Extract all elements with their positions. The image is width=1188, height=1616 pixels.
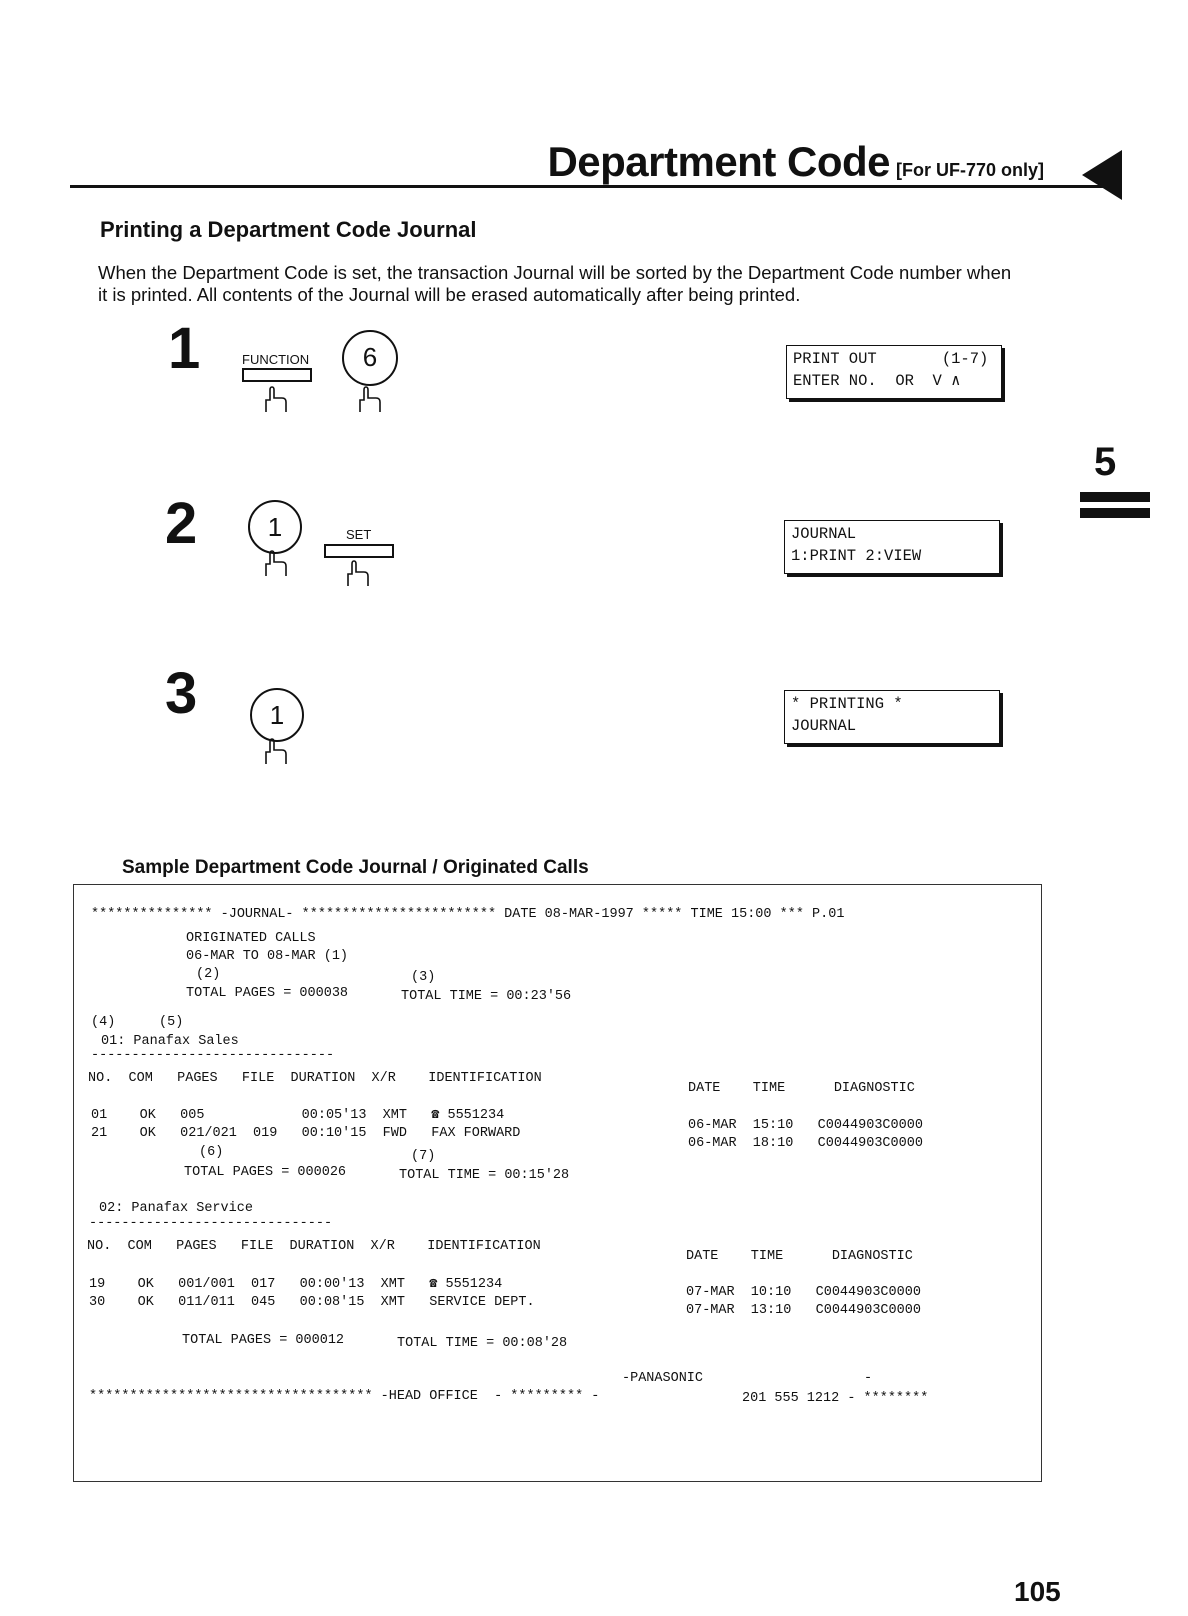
intro-line-2: it is printed. All contents of the Journal will be erased automatically after being printed.	[98, 284, 801, 305]
journal-sample	[73, 884, 1042, 1482]
journal-line: ------------------------------	[91, 1048, 335, 1063]
journal-line: 19 OK 001/001 017 00:00'13 XMT ☎ 5551234	[89, 1277, 503, 1292]
intro-line-1: When the Department Code is set, the transaction Journal will be sorted by the Department Code number when	[98, 262, 1012, 283]
journal-line: 01 OK 005 00:05'13 XMT ☎ 5551234	[91, 1108, 505, 1123]
journal-line: ORIGINATED CALLS	[186, 931, 316, 946]
journal-line: (2)	[196, 967, 221, 982]
journal-footer-line: *********************************** -HEAD OFFICE - ********* -	[89, 1389, 600, 1404]
finger-press-icon	[342, 558, 372, 588]
journal-line: NO. COM PAGES FILE DURATION X/R IDENTIFICATION	[88, 1071, 542, 1086]
lcd-line-2: JOURNAL	[791, 717, 857, 735]
journal-line: 30 OK 011/011 045 00:08'15 XMT SERVICE DEPT.	[89, 1295, 535, 1310]
journal-line: 02: Panafax Service	[99, 1201, 253, 1216]
page-header-title: Department Code	[547, 138, 890, 185]
journal-line: NO. COM PAGES FILE DURATION X/R IDENTIFICATION	[87, 1239, 541, 1254]
step-2-number: 2	[165, 491, 198, 556]
function-key-label: FUNCTION	[242, 352, 310, 367]
journal-line: DATE TIME DIAGNOSTIC	[686, 1249, 913, 1264]
key-1: 1	[250, 688, 304, 742]
finger-press-icon	[260, 548, 290, 578]
page-header-subtitle: [For UF-770 only]	[896, 160, 1045, 180]
set-key-label: SET	[346, 527, 372, 542]
journal-line: 07-MAR 10:10 C0044903C0000	[686, 1285, 921, 1300]
finger-press-icon	[354, 384, 384, 414]
sample-title: Sample Department Code Journal / Originated Calls	[122, 857, 589, 878]
lcd-line-1: PRINT OUT (1-7)	[793, 350, 989, 368]
intro-text	[98, 262, 1098, 306]
journal-line: TOTAL PAGES = 000012	[182, 1333, 345, 1348]
journal-line: (6)	[199, 1145, 224, 1160]
journal-line: -PANASONIC	[622, 1371, 704, 1386]
finger-press-icon	[260, 384, 290, 414]
chapter-number: 5	[1094, 440, 1117, 484]
journal-line: (5)	[159, 1015, 184, 1030]
lcd-line-2: ENTER NO. OR V ∧	[793, 372, 961, 390]
journal-line: 01: Panafax Sales	[101, 1034, 239, 1049]
journal-line: 07-MAR 13:10 C0044903C0000	[686, 1303, 921, 1318]
page-number: 105	[1014, 1576, 1061, 1607]
journal-line: TOTAL PAGES = 000038	[186, 986, 349, 1001]
journal-line: 06-MAR 15:10 C0044903C0000	[688, 1118, 923, 1133]
journal-line: (3)	[411, 970, 436, 985]
lcd-display-step-1	[786, 345, 1002, 399]
set-key	[324, 544, 394, 558]
step-3-number: 3	[165, 661, 198, 726]
journal-line: DATE TIME DIAGNOSTIC	[688, 1081, 915, 1096]
header-rule	[70, 185, 1120, 188]
chapter-bar	[1080, 508, 1150, 518]
step-1-number: 1	[168, 316, 201, 381]
journal-line: ------------------------------	[89, 1216, 333, 1231]
journal-line: (4)	[91, 1015, 116, 1030]
lcd-line-2: 1:PRINT 2:VIEW	[791, 547, 922, 565]
key-1: 1	[248, 500, 302, 554]
finger-press-icon	[260, 736, 290, 766]
function-key	[242, 368, 312, 382]
header-arrow-icon	[1082, 150, 1122, 200]
lcd-line-1: JOURNAL	[791, 525, 857, 543]
journal-footer-line: 201 555 1212 - ********	[742, 1391, 929, 1406]
lcd-display-step-3	[784, 690, 1000, 744]
section-title: Printing a Department Code Journal	[100, 217, 477, 242]
chapter-bar	[1080, 492, 1150, 502]
lcd-line-1: * PRINTING *	[791, 695, 903, 713]
journal-line: TOTAL PAGES = 000026	[184, 1165, 347, 1180]
key-6: 6	[342, 330, 398, 386]
journal-line: (7)	[411, 1149, 436, 1164]
journal-header-line: *************** -JOURNAL- ************************ DATE 08-MAR-1997 ***** TIME 15:00 *** P.01	[91, 907, 845, 922]
journal-line: TOTAL TIME = 00:08'28	[397, 1336, 568, 1351]
lcd-display-step-2	[784, 520, 1000, 574]
journal-line: -	[864, 1371, 873, 1386]
journal-line: TOTAL TIME = 00:23'56	[401, 989, 572, 1004]
journal-line: 06-MAR 18:10 C0044903C0000	[688, 1136, 923, 1151]
journal-line: 06-MAR TO 08-MAR (1)	[186, 949, 349, 964]
journal-line: 21 OK 021/021 019 00:10'15 FWD FAX FORWARD	[91, 1126, 521, 1141]
journal-line: TOTAL TIME = 00:15'28	[399, 1168, 570, 1183]
